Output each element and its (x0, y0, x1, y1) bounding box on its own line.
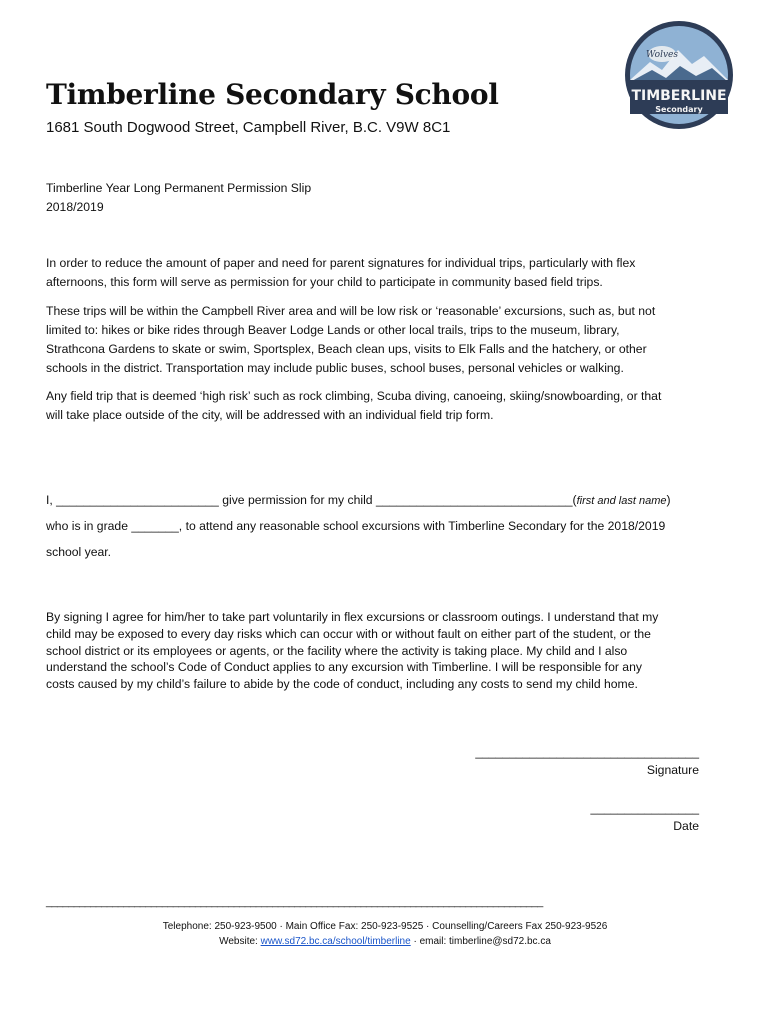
date-line: ________________ (590, 801, 699, 815)
school-address: 1681 South Dogwood Street, Campbell River, B.C. V9W 8C1 (46, 119, 451, 136)
website-label: Website: (219, 936, 258, 947)
agreement-paragraph (46, 609, 726, 693)
text-line: schools in the district. Transportation may include public buses, school buses, personal vehicles or walking. (46, 361, 624, 375)
footer-web (0, 934, 770, 949)
text-line: child may be exposed to every day risks which can occur with or without fault on either part of the student, or the (46, 626, 651, 641)
text-line: limited to: hikes or bike rides through Beaver Lodge Lands or other local trails, trips to the museum, library, (46, 323, 620, 337)
text-line: understand the school’s Code of Conduct applies to any excursion with Timberline. I will be responsible for any (46, 660, 642, 675)
text-line: afternoons, this form will serve as permission for your child to participate in community based field trips. (46, 275, 603, 289)
permission-text-end: ) (666, 493, 671, 507)
date-label: Date (673, 819, 699, 833)
intro-paragraph-2 (46, 302, 726, 378)
logo-wordmark: TIMBERLINE (631, 88, 727, 104)
signature-line: _________________________________ (475, 745, 699, 759)
document-title: Timberline Year Long Permanent Permission Slip (46, 181, 312, 195)
intro-paragraph-1 (46, 254, 726, 292)
text-line: By signing I agree for him/her to take part voluntarily in flex excursions or classroom outings. I understand that my (46, 610, 659, 624)
signature-label: Signature (646, 763, 699, 777)
text-line: school district or its employees or agents, or the facility where the activity is taking place. My child and I also (46, 643, 628, 658)
footer-rule: __________________________________________________________________________________________ (46, 896, 543, 908)
text-line: costs caused by my child’s failure to abide by the code of conduct, including any costs to send my child home. (46, 677, 638, 692)
intro-paragraph-3 (46, 387, 726, 425)
website-link[interactable]: www.sd72.bc.ca/school/timberline (260, 936, 411, 947)
logo-script-text: Wolves (646, 50, 678, 60)
text-line: In order to reduce the amount of paper and need for parent signatures for individual trips, particularly with flex (46, 256, 636, 270)
text-line: Any field trip that is deemed ‘high risk’ such as rock climbing, Scuba diving, canoeing, skiing/snowboarding, or that (46, 389, 662, 403)
document-year: 2018/2019 (46, 200, 104, 214)
child-name-hint: first and last name (576, 495, 667, 507)
school-year-line: school year. (46, 545, 112, 559)
permission-text: I, ________________________ give permission for my child _____________________________( (46, 493, 577, 507)
permission-line (46, 491, 671, 511)
footer-email: · email: timberline@sd72.bc.ca (413, 936, 551, 947)
text-line: Strathcona Gardens to skate or swim, Sportsplex, Beach clean ups, visits to Elk Falls and the hatchery, or other (46, 342, 647, 356)
logo-subtitle: Secondary (655, 105, 703, 114)
grade-line: who is in grade _______, to attend any reasonable school excursions with Timberline Secondary for the 2018/2019 (46, 519, 666, 533)
footer-contacts: Telephone: 250-923-9500 · Main Office Fax: 250-923-9525 · Counselling/Careers Fax 250-923-9526 (162, 921, 608, 932)
school-logo (622, 20, 736, 130)
text-line: These trips will be within the Campbell River area and will be low risk or ‘reasonable’ excursions, such as, but not (46, 304, 656, 318)
school-name: Timberline Secondary School (46, 78, 499, 111)
text-line: will take place outside of the city, will be addressed with an individual field trip form. (46, 408, 494, 422)
